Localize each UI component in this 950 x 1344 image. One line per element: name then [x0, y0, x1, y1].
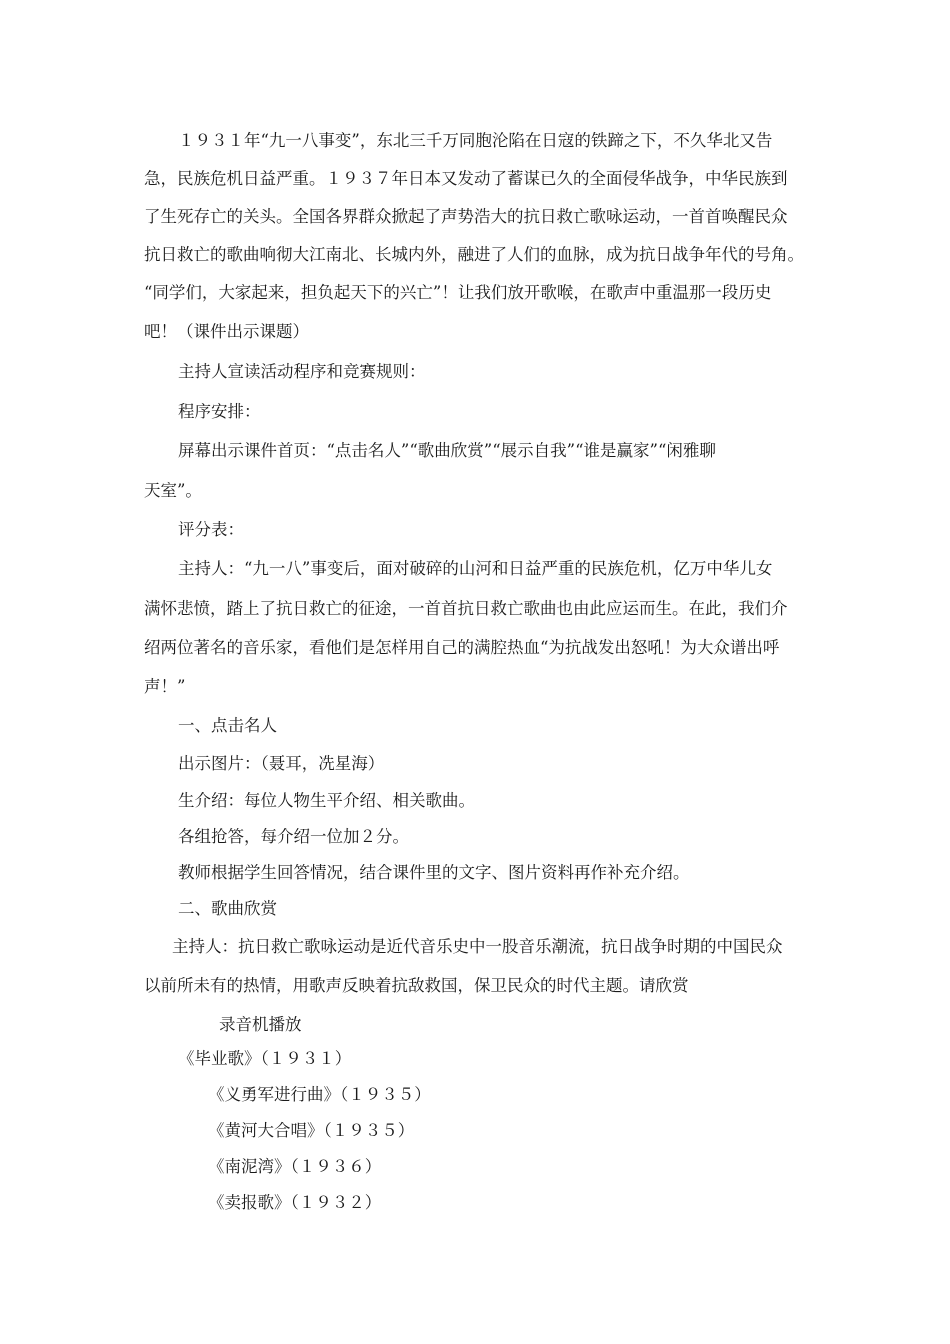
song-item: 《南泥湾》（１９３６） [208, 1157, 382, 1176]
section-1-line: 生介绍：每位人物生平介绍、相关歌曲。 [178, 791, 475, 810]
section-2-title: 二、歌曲欣赏 [178, 899, 277, 918]
section-1-line: 出示图片：（聂耳，冼星海） [178, 754, 385, 773]
host-line: 声！” [144, 677, 186, 696]
section-1-title: 一、点击名人 [178, 716, 277, 735]
host-line: 满怀悲愤，踏上了抗日救亡的征途，一首首抗日救亡歌曲也由此应运而生。在此，我们介 [144, 599, 788, 618]
intro-line: 急，民族危机日益严重。１９３７年日本又发动了蓄谋已久的全面侵华战争，中华民族到 [144, 169, 788, 188]
section-2-line: 以前所未有的热情，用歌声反映着抗敌救国，保卫民众的时代主题。请欣赏 [144, 976, 689, 995]
intro-line: １９３１年“九一八事变”，东北三千万同胞沦陷在日寇的铁蹄之下，不久华北又告 [178, 131, 773, 150]
program-label: 程序安排： [178, 402, 261, 421]
host-reads-line: 主持人宣读活动程序和竞赛规则： [178, 362, 426, 381]
section-2-line: 主持人：抗日救亡歌咏运动是近代音乐史中一股音乐潮流，抗日战争时期的中国民众 [172, 937, 783, 956]
score-label: 评分表： [178, 520, 244, 539]
intro-line: 吧！（课件出示课题） [144, 322, 309, 341]
song-item: 《黄河大合唱》（１９３５） [208, 1121, 415, 1140]
song-item: 《义勇军进行曲》（１９３５） [208, 1085, 431, 1104]
song-item: 《毕业歌》（１９３１） [178, 1049, 352, 1068]
host-line: 绍两位著名的音乐家，看他们是怎样用自己的满腔热血“为抗战发出怒吼！为大众谱出呼 [144, 638, 780, 657]
recorder-label: 录音机播放 [219, 1015, 302, 1034]
intro-line: 抗日救亡的歌曲响彻大江南北、长城内外，融进了人们的血脉，成为抗日战争年代的号角。 [144, 245, 804, 264]
section-1-line: 各组抢答，每介绍一位加２分。 [178, 827, 409, 846]
intro-line: 了生死存亡的关头。全国各界群众掀起了声势浩大的抗日救亡歌咏运动，一首首唤醒民众 [144, 207, 788, 226]
intro-line: “同学们，大家起来，担负起天下的兴亡”！让我们放开歌喉，在歌声中重温那一段历史 [144, 283, 772, 302]
screen-line: 屏幕出示课件首页：“点击名人”“歌曲欣赏”“展示自我”“谁是赢家”“闲雅聊 [178, 441, 716, 460]
section-1-line: 教师根据学生回答情况，结合课件里的文字、图片资料再作补充介绍。 [178, 863, 690, 882]
screen-line: 天室”。 [144, 481, 202, 500]
song-item: 《卖报歌》（１９３２） [208, 1193, 382, 1212]
host-line: 主持人：“九一八”事变后，面对破碎的山河和日益严重的民族危机，亿万中华儿女 [178, 559, 773, 578]
